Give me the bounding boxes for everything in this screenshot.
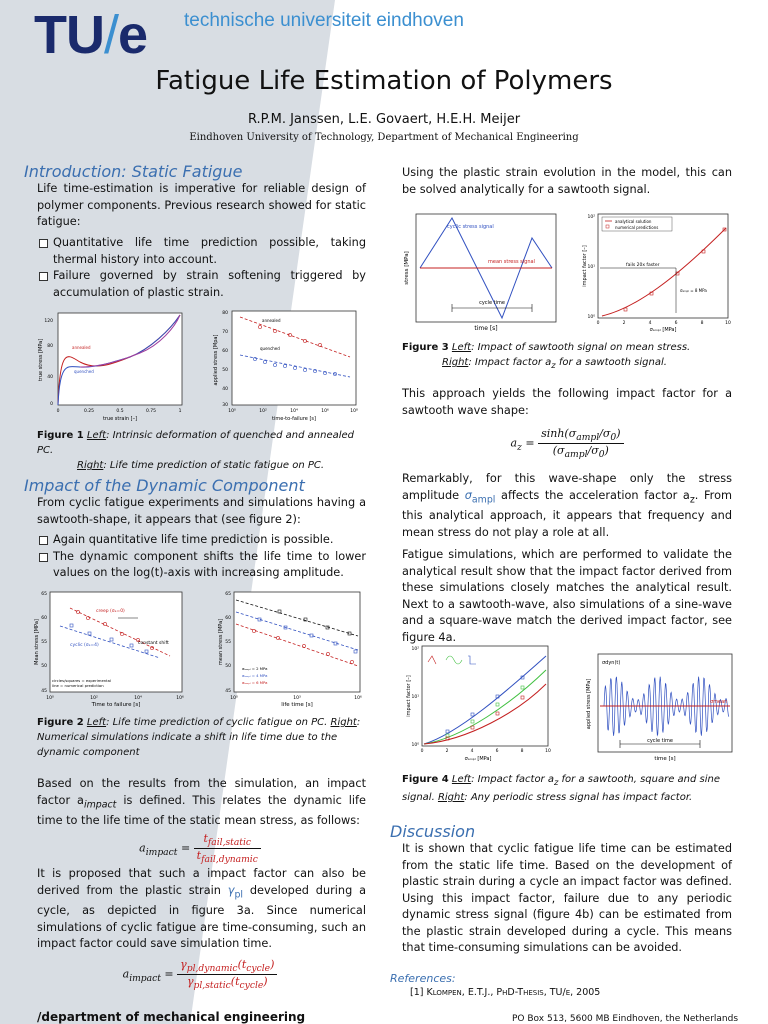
- dynamic-bullets: [37, 532, 366, 582]
- x-tick: 10⁴: [290, 409, 298, 414]
- x-tick: 10⁸: [350, 409, 358, 414]
- y-tick: 65: [225, 592, 231, 597]
- figure-4-caption: Figure 4 Left: Impact factor $a_z$ for a sawtooth, square and sine signal. Right: Any periodic stress signal has impact factor.: [402, 774, 720, 803]
- x-tick: 6: [495, 749, 499, 754]
- x-tick: 2: [622, 321, 626, 326]
- y-tick: 50: [41, 664, 47, 669]
- y-axis-label: applied stress [MPa]: [586, 678, 592, 730]
- equation-sawtooth: $a_z$ = $\frac{\sinh(\sigma_{ampl}/\sigma_0)}{(\sigma_{ampl}/\sigma_0)}$: [402, 427, 732, 460]
- constant-shift-label: constant shift: [138, 641, 169, 646]
- y-tick: 80: [47, 344, 53, 349]
- quenched-label: quenched: [74, 369, 94, 374]
- list-item: Quantitative life time prediction possible, taking thermal history into account.: [37, 235, 366, 268]
- note-experimental: circles/squares = experimental: [52, 678, 112, 683]
- equation-impact-time: $a_{impact}$ = $\frac{t_{fail,static}}{t_{fail,dynamic}}$: [60, 832, 340, 865]
- legend-2mpa: σₐₘₚₗ = 2 MPa: [242, 666, 268, 671]
- y-tick: 70: [222, 330, 228, 335]
- figure-1-right-plot: [210, 305, 360, 423]
- intro-paragraph: Life time-estimation is imperative for reliable design of polymer components. Previous research showed for static fatigue:: [37, 182, 366, 228]
- y-tick: 10⁰: [587, 315, 595, 320]
- equation-impact-strain: $a_{impact}$ = $\frac{\gamma_{pl,dynamic}(t_{cycle})}{\gamma_{pl,static}(t_{cycle})}$: [60, 958, 340, 991]
- x-axis-label: life time [s]: [281, 702, 313, 708]
- x-tick: 10⁰: [46, 696, 54, 701]
- x-tick: 10: [545, 749, 551, 754]
- x-axis-label: Time to failure [s]: [91, 702, 141, 708]
- legend-4mpa: σₐₘₚₗ = 4 MPa: [242, 673, 268, 678]
- tue-logo: TU/e: [34, 5, 148, 65]
- x-tick: 0: [56, 409, 60, 414]
- x-tick: 8: [520, 749, 524, 754]
- figure-3-right-plot: [576, 208, 736, 333]
- cycle-time-label: cycle time: [479, 300, 505, 306]
- cycle-time-label: cycle time: [647, 738, 673, 744]
- y-tick: 30: [222, 403, 228, 408]
- y-tick: 60: [41, 616, 47, 621]
- x-axis-label: time [s]: [474, 325, 498, 332]
- y-tick: 10²: [587, 215, 595, 220]
- y-tick: 40: [222, 387, 228, 392]
- impact-paragraph: Based on the results from the simulation, an impact factor $a_{impact}$ is defined. This relates the dynamic life time to the life time of the static mean stress, as follows:: [37, 777, 366, 828]
- poster-title: Fatigue Life Estimation of Polymers: [155, 66, 613, 96]
- list-item: Again quantitative life time prediction is possible.: [37, 532, 366, 549]
- x-tick: 10⁶: [321, 409, 329, 414]
- fails-faster-label: fails 20x faster: [626, 263, 660, 268]
- x-tick: 10⁰: [228, 409, 236, 414]
- footer-address: PO Box 513, 5600 MB Eindhoven, the Netherlands: [512, 1014, 739, 1024]
- x-axis-label: σₐₘₚₗ [MPa]: [464, 756, 492, 762]
- x-tick: 10⁶: [354, 696, 362, 701]
- x-axis-label: σₐₘₚₗ [MPa]: [649, 327, 677, 333]
- sigma-dyn-label: σdyn(t): [602, 660, 621, 666]
- figure-1-left-plot: [30, 305, 190, 423]
- remarkably-paragraph: Remarkably, for this wave-shape only the stress amplitude $\sigma_{ampl}$ affects the acceleration factor $a_z$. From this analytical approach, it appears that frequency and mean stress do not play a role at all.: [402, 472, 732, 539]
- x-axis-label: time-to-failure [s]: [272, 416, 316, 422]
- legend-6mpa: σₐₘₚₗ = 6 MPa: [242, 680, 268, 685]
- x-tick: 0.75: [145, 409, 157, 414]
- dynamic-paragraph: From cyclic fatigue experiments and simulations having a sawtooth-shape, it appears that (see figure 2):: [37, 496, 366, 526]
- discussion-heading: Discussion: [390, 822, 476, 841]
- y-tick: 40: [47, 375, 53, 380]
- y-tick: 50: [222, 368, 228, 373]
- y-axis-label: stress [MPa]: [404, 251, 410, 285]
- discussion-paragraph: It is shown that cyclic fatigue life time can be estimated from the static life time. Based on the development of plastic strain during a cycle an impact factor was defined. Using this impact factor, failure due to any periodic dynamic stress signal (figure 4b) can be estimated from the plastic strain developed during a cycle. This means that time-consuming simulations can be avoided.: [402, 842, 732, 954]
- mean-signal-label: mean stress signal: [488, 259, 535, 265]
- amplitude-label: σₐₘₚₗ = 8 MPa: [680, 288, 707, 293]
- legend-analytical: analytical solution: [615, 219, 652, 224]
- y-tick: 120: [44, 319, 53, 324]
- figure-2-left-plot: [30, 586, 190, 710]
- x-tick: 4: [648, 321, 652, 326]
- y-tick: 65: [41, 592, 47, 597]
- x-tick: 4: [470, 749, 474, 754]
- x-tick: 0: [596, 321, 600, 326]
- intro-bullets: [37, 235, 366, 301]
- x-tick: 10⁶: [176, 696, 184, 701]
- footer-department: /department of mechanical engineering: [37, 1010, 306, 1024]
- sigma-mean-label: σmean: [710, 699, 728, 705]
- x-tick: 8: [700, 321, 704, 326]
- y-axis-label: Mean stress [MPa]: [34, 619, 40, 665]
- legend-numerical: numerical predictions: [615, 225, 659, 230]
- x-axis-label: time [s]: [654, 756, 676, 762]
- y-axis-label: true stress [MPa]: [38, 338, 44, 382]
- y-axis-label: mean stress [MPa]: [218, 618, 224, 666]
- x-tick: 0: [420, 749, 424, 754]
- annealed-label: annealed: [262, 318, 281, 323]
- x-tick: 6: [674, 321, 678, 326]
- x-tick: 0.25: [83, 409, 95, 414]
- y-axis-label: impact factor [–]: [582, 245, 588, 287]
- x-tick: 10⁰: [230, 696, 238, 701]
- cyclic-signal-label: cyclic stress signal: [447, 224, 494, 230]
- figure-4-left-plot: [398, 640, 558, 765]
- y-tick: 60: [225, 616, 231, 621]
- y-tick: 0: [50, 402, 53, 407]
- reference-1: [1] Klompen, E.T.J., PhD-Thesis, TU/e, 2005: [410, 987, 601, 998]
- y-tick: 10¹: [587, 265, 595, 270]
- figure-2-right-plot: [214, 586, 364, 710]
- right-intro-paragraph: Using the plastic strain evolution in the model, this can be solved analytically for a sawtooth signal.: [402, 166, 732, 196]
- simulations-paragraph: Fatigue simulations, which are performed to validate the analytical result show that the impact factor derived from these simulations closely matches the analytical result. Next to a sawtooth-wave, also simulations of a sine-wave and a square-wave match the derived impact factor, see figure 4a.: [402, 548, 732, 644]
- y-tick: 10²: [411, 647, 419, 652]
- annealed-label: annealed: [72, 345, 91, 350]
- dynamic-heading: Impact of the Dynamic Component: [24, 476, 305, 495]
- x-tick: 10³: [293, 696, 301, 701]
- affiliation: Eindhoven University of Technology, Department of Mechanical Engineering: [189, 132, 579, 143]
- y-tick: 45: [225, 689, 231, 694]
- x-tick: 10⁴: [134, 696, 142, 701]
- figure-3-caption: Figure 3 Left: Impact of sawtooth signal on mean stress. Right: Impact factor $a_z$ for a sawtooth signal.: [402, 342, 691, 370]
- intro-heading: Introduction: Static Fatigue: [24, 162, 243, 181]
- y-tick: 55: [225, 640, 231, 645]
- authors: R.P.M. Janssen, L.E. Govaert, H.E.H. Meijer: [247, 112, 521, 127]
- y-axis-label: applied stress [Mpa]: [213, 334, 219, 386]
- y-tick: 50: [225, 664, 231, 669]
- y-tick: 60: [222, 349, 228, 354]
- list-item: Failure governed by strain softening triggered by accumulation of plastic strain.: [37, 268, 366, 301]
- figure-1-caption: Figure 1 Left: Intrinsic deformation of quenched and annealed PC. Right: Life time prediction of static fatigue on PC.: [37, 430, 355, 471]
- y-tick: 10¹: [411, 695, 419, 700]
- x-tick: 10²: [259, 409, 267, 414]
- figure-3-left-plot: [392, 208, 572, 333]
- cyclic-label: cyclic (σₐ=4): [70, 643, 99, 648]
- x-axis-label: true strain [–]: [102, 416, 138, 422]
- sawtooth-paragraph: This approach yields the following impact factor for a sawtooth wave shape:: [402, 387, 732, 417]
- note-numerical: line = numerical prediction: [52, 683, 104, 688]
- plastic-strain-paragraph: It is proposed that such a impact factor can also be derived from the plastic strain $\gamma_{pl}$ developed during a cycle, as depicted in figure 3a. Since numerical simulations of cyclic fatigue are time-consuming, such an impact factor could save simulation time.: [37, 867, 366, 951]
- y-tick: 45: [41, 689, 47, 694]
- figure-2-caption: Figure 2 Left: Life time prediction of cyclic fatigue on PC. Right: Numerical simulations indicate a shift in life time due to the dynamic component: [37, 717, 361, 758]
- list-item: The dynamic component shifts the life time to lower values on the log(t)-axis with increasing amplitude.: [37, 549, 366, 582]
- x-tick: 10: [725, 321, 731, 326]
- y-axis-label: impact factor [–]: [406, 675, 412, 717]
- x-tick: 1: [178, 409, 182, 414]
- quenched-label: quenched: [260, 346, 280, 351]
- figure-4-right-plot: [580, 650, 740, 765]
- x-tick: 0.5: [116, 409, 124, 414]
- creep-label: creep (σₐ=0): [96, 609, 125, 614]
- y-tick: 55: [41, 640, 47, 645]
- y-tick: 80: [222, 311, 228, 316]
- x-tick: 2: [445, 749, 449, 754]
- references-heading: References:: [390, 972, 456, 985]
- x-tick: 10²: [90, 696, 98, 701]
- y-tick: 10⁰: [411, 743, 419, 748]
- university-name: technische universiteit eindhoven: [184, 10, 464, 31]
